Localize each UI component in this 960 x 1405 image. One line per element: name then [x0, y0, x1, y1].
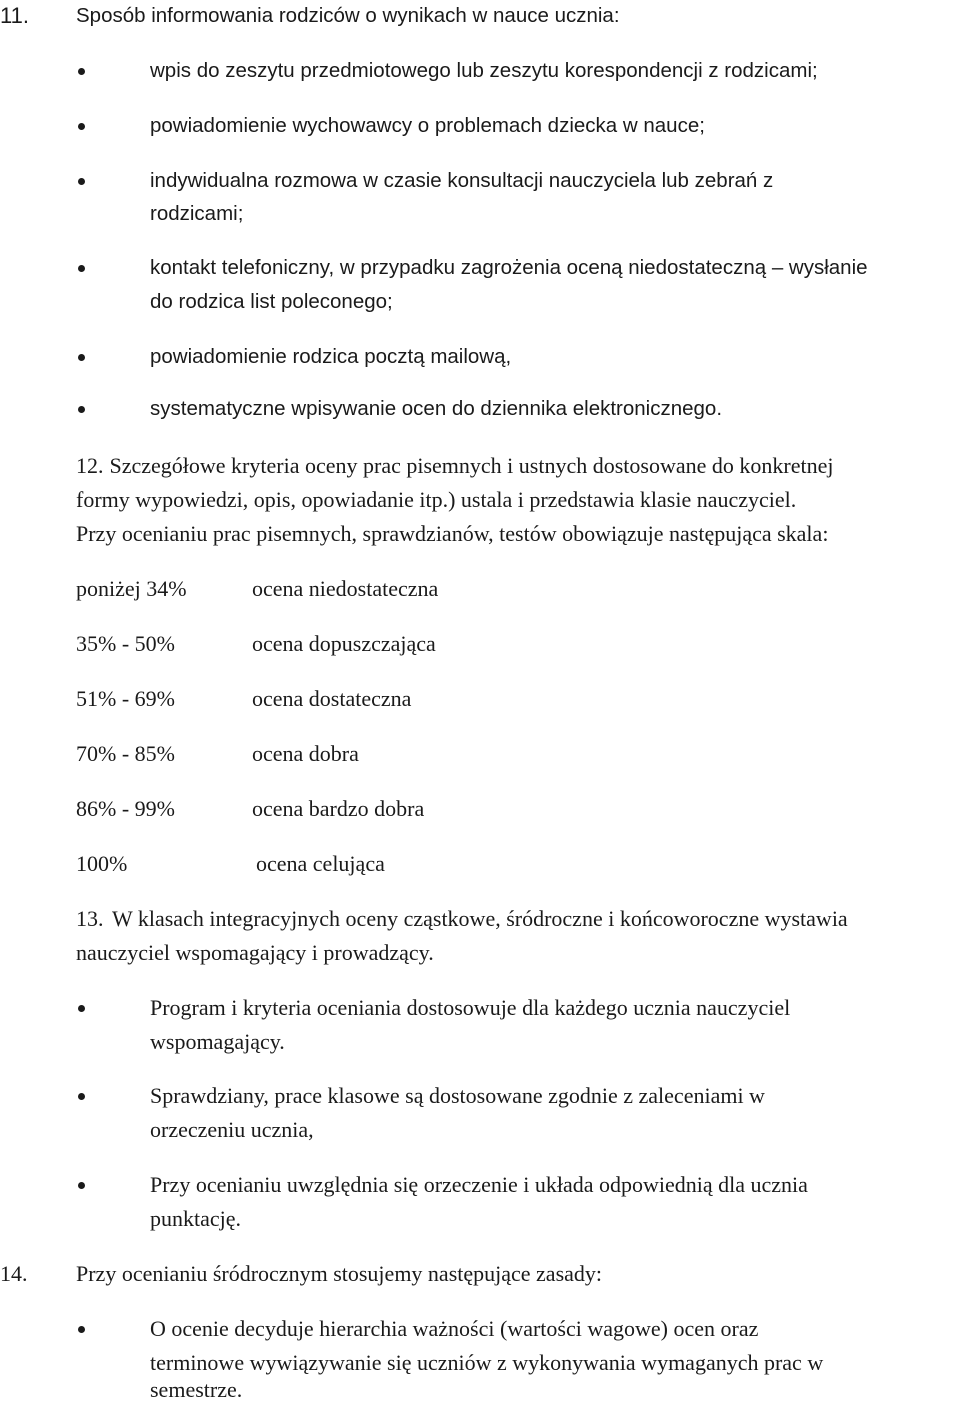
bullet-icon: [78, 265, 85, 272]
bullet-icon: [78, 1182, 85, 1189]
list-item-continuation: orzeczeniu ucznia,: [150, 1117, 314, 1142]
scale-range: 86% - 99%: [76, 796, 175, 821]
bullet-icon: [78, 1005, 85, 1012]
section-11-heading: Sposób informowania rodziców o wynikach w nauce ucznia:: [76, 4, 620, 27]
list-item-continuation: terminowe wywiązywanie się uczniów z wykonywania wymaganych prac w: [150, 1350, 824, 1375]
section-13-line: W klasach integracyjnych oceny cząstkowe, śródroczne i końcoworoczne wystawia: [112, 906, 848, 931]
scale-range: 100%: [76, 851, 128, 876]
scale-grade: ocena dopuszczająca: [252, 631, 436, 656]
scale-range: 70% - 85%: [76, 741, 175, 766]
section-13-number: 13.: [76, 906, 104, 931]
list-item: systematyczne wpisywanie ocen do dziennika elektronicznego.: [150, 397, 723, 420]
scale-grade: ocena dobra: [252, 741, 359, 766]
bullet-icon: [78, 178, 85, 185]
section-12-number: 12.: [76, 453, 104, 478]
list-item-continuation: semestrze.: [150, 1377, 243, 1402]
list-item-continuation: punktację.: [150, 1206, 242, 1231]
section-12-line: Szczegółowe kryteria oceny prac pisemnych i ustnych dostosowane do konkretnej: [104, 453, 834, 478]
section-14-heading: Przy ocenianiu śródrocznym stosujemy następujące zasady:: [76, 1261, 603, 1286]
section-11-number: 11.: [0, 3, 29, 28]
list-item-continuation: do rodzica list poleconego;: [150, 290, 393, 313]
scale-range: poniżej 34%: [76, 576, 187, 601]
bullet-icon: [78, 1093, 85, 1100]
scale-grade: ocena bardzo dobra: [252, 796, 425, 821]
list-item: powiadomienie rodzica pocztą mailową,: [150, 345, 512, 368]
scale-range: 35% - 50%: [76, 631, 175, 656]
bullet-icon: [78, 1326, 85, 1333]
scale-range: 51% - 69%: [76, 686, 175, 711]
scale-grade: ocena dostateczna: [252, 686, 412, 711]
bullet-icon: [78, 406, 85, 413]
section-12-line: formy wypowiedzi, opis, opowiadanie itp.) ustala i przedstawia klasie nauczyciel.: [76, 487, 797, 512]
section-13-line: nauczyciel wspomagający i prowadzący.: [76, 940, 434, 965]
list-item: Sprawdziany, prace klasowe są dostosowane zgodnie z zaleceniami w: [150, 1083, 765, 1108]
scale-grade: ocena celująca: [256, 851, 385, 876]
list-item: O ocenie decyduje hierarchia ważności (wartości wagowe) ocen oraz: [150, 1316, 759, 1341]
list-item: Przy ocenianiu uwzględnia się orzeczenie i układa odpowiednią dla ucznia: [150, 1172, 808, 1197]
list-item-continuation: wspomagający.: [150, 1029, 285, 1054]
section-14-number: 14.: [0, 1261, 28, 1286]
list-item-continuation: rodzicami;: [150, 202, 244, 225]
list-item: wpis do zeszytu przedmiotowego lub zeszytu korespondencji z rodzicami;: [150, 59, 818, 82]
scale-grade: ocena niedostateczna: [252, 576, 439, 601]
list-item: Program i kryteria oceniania dostosowuje dla każdego ucznia nauczyciel: [150, 995, 791, 1020]
bullet-icon: [78, 354, 85, 361]
bullet-icon: [78, 123, 85, 130]
list-item: powiadomienie wychowawcy o problemach dziecka w nauce;: [150, 114, 705, 137]
list-item: kontakt telefoniczny, w przypadku zagrożenia oceną niedostateczną – wysłanie: [150, 256, 868, 279]
bullet-icon: [78, 68, 85, 75]
section-12-line: Przy ocenianiu prac pisemnych, sprawdzianów, testów obowiązuje następująca skala:: [76, 521, 829, 546]
list-item: indywidualna rozmowa w czasie konsultacji nauczyciela lub zebrań z: [150, 169, 774, 192]
